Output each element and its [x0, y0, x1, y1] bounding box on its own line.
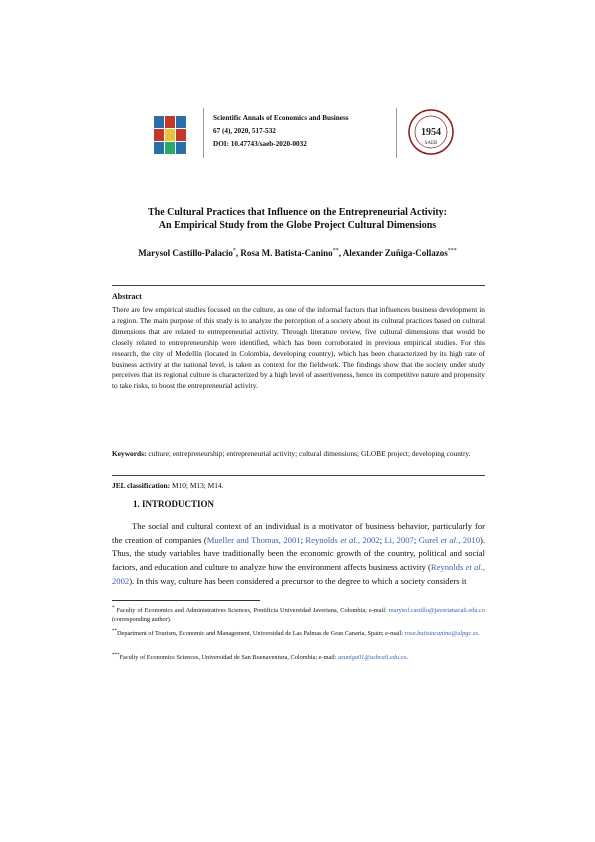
- footnote-text: Department of Tourism, Economic and Management, Universidad de Las Palmas de Gran Canaria, Spain; e-mail:: [117, 630, 405, 638]
- footnote-tail: .: [478, 630, 480, 638]
- author-name: Marysol Castillo-Palacio: [138, 248, 233, 258]
- citation-link[interactable]: Li, 2007: [384, 534, 414, 545]
- citation-etal: et al.: [440, 534, 459, 545]
- seal-year: 1954: [421, 127, 441, 138]
- citation-etal: et al.: [465, 562, 483, 573]
- text-run: ). Thus, the study variables have traditionally been the economic growth of the country, political and social factors, and education and culture to analyze how the environment affects business activity (: [112, 534, 485, 573]
- text-run: ;: [413, 534, 419, 545]
- abstract-top-rule: [112, 285, 485, 286]
- email-link[interactable]: marysol.castillo@javerianacali.edu.co: [388, 607, 485, 615]
- footnote-rule: [112, 600, 260, 601]
- abstract-bottom-rule: [112, 475, 485, 476]
- header-divider-right: [396, 108, 397, 158]
- citation-link[interactable]: [305, 535, 379, 545]
- citation-etal: et al.: [340, 534, 358, 545]
- text-run: ;: [379, 534, 385, 545]
- author-mark: ***: [447, 248, 457, 254]
- university-logo: [152, 114, 188, 156]
- jel-classification: [112, 481, 485, 490]
- author-mark: *: [232, 248, 236, 254]
- citation-year: , 2010: [458, 534, 480, 545]
- citation-author: Gurel: [418, 534, 441, 545]
- footnote: [112, 651, 485, 662]
- header-divider: [203, 108, 204, 158]
- footnote-text: Faculty of Economics Sciences, Universidad de San Buenaventura, Colombia; e-mail:: [119, 654, 339, 662]
- text-run: ;: [300, 534, 306, 545]
- email-link[interactable]: azuniga01@usbcali.edu.co: [338, 654, 407, 662]
- journal-doi: DOI: 10.47743/saeb-2020-0032: [213, 140, 307, 148]
- author-name: Rosa M. Batista-Canino: [240, 248, 333, 258]
- footnote-mark: *: [112, 606, 115, 611]
- citation-link[interactable]: [419, 535, 480, 545]
- footnote: [112, 627, 485, 638]
- title-line-2: An Empirical Study from the Globe Project Cultural Dimensions: [158, 220, 437, 231]
- citation-link[interactable]: Mueller and Thomas, 2001: [206, 534, 301, 545]
- footnote-mark: ***: [112, 653, 120, 658]
- citation-year: , 2002: [112, 562, 485, 586]
- journal-volume: 67 (4), 2020, 517-532: [213, 127, 276, 135]
- text-run: The social and cultural context of an individual is a motivator of business behavior, particularly for the creation of companies (: [112, 521, 485, 545]
- journal-seal: [407, 108, 455, 156]
- author-list: Marysol Castillo-Palacio*, Rosa M. Batista-Canino**, Alexander Zuñiga-Collazos***: [138, 248, 457, 258]
- footnote-tail: (corresponding author).: [112, 616, 172, 624]
- citation-year: , 2002: [357, 534, 380, 545]
- journal-name: Scientific Annals of Economics and Business: [213, 114, 349, 122]
- jel-label: JEL classification:: [112, 481, 171, 490]
- title-line-1: The Cultural Practices that Influence on the Entrepreneurial Activity:: [147, 207, 448, 218]
- seal-letters: SAEB: [424, 141, 438, 146]
- text-run: ). In this way, culture has been considered a precursor to the degree to which a society considers it: [129, 575, 467, 586]
- paper-title: [60, 206, 535, 232]
- keywords-text: culture; entrepreneurship; entrepreneurial activity; cultural dimensions; GLOBE project; developing country.: [146, 449, 471, 458]
- email-link[interactable]: rosa.batistacanino@ulpgc.es: [404, 630, 479, 638]
- abstract-heading: Abstract: [112, 292, 142, 301]
- citation-author: Reynolds: [430, 562, 466, 573]
- intro-paragraph: [112, 520, 485, 589]
- keywords-label: Keywords:: [112, 449, 147, 458]
- footnote-text: Faculty of Economics and Administratives Sciences, Pontificia Universidad Javeriana, Colombia; e-mail:: [114, 607, 389, 615]
- journal-info: [213, 112, 349, 151]
- footnote-mark: **: [112, 629, 117, 634]
- keywords: [112, 449, 485, 460]
- author-name: Alexander Zuñiga-Collazos: [342, 248, 448, 258]
- section-heading: 1. INTRODUCTION: [133, 499, 215, 509]
- abstract-text: There are few empirical studies focused on the culture, as one of the informal factors that influences business development in a region. The main purpose of this study is to analyze the perception of a society about its cultural practices based on cultural dimensions that are related to entrepreneurial activity. Through literature review, five cultural dimensions that would be closely related to entrepreneurship were identified, which has been corroborated in previous empirical studies. For this research, the city of Medellín (located in Colombia, developing country), which has been characterized by its high rate of business activity at the national level, is taken as context for the fieldwork. The findings show that the society under study perceives that its regional culture is characterized by a high level of assertiveness, hence its competitive nature and propensity to take risks, to boost the entrepreneurial activity.: [112, 305, 485, 391]
- author-mark: **: [332, 248, 339, 254]
- jel-text: M10; M13; M14.: [170, 481, 224, 490]
- footnote: [112, 604, 485, 624]
- citation-author: Reynolds: [305, 534, 341, 545]
- footnote-tail: .: [406, 654, 409, 662]
